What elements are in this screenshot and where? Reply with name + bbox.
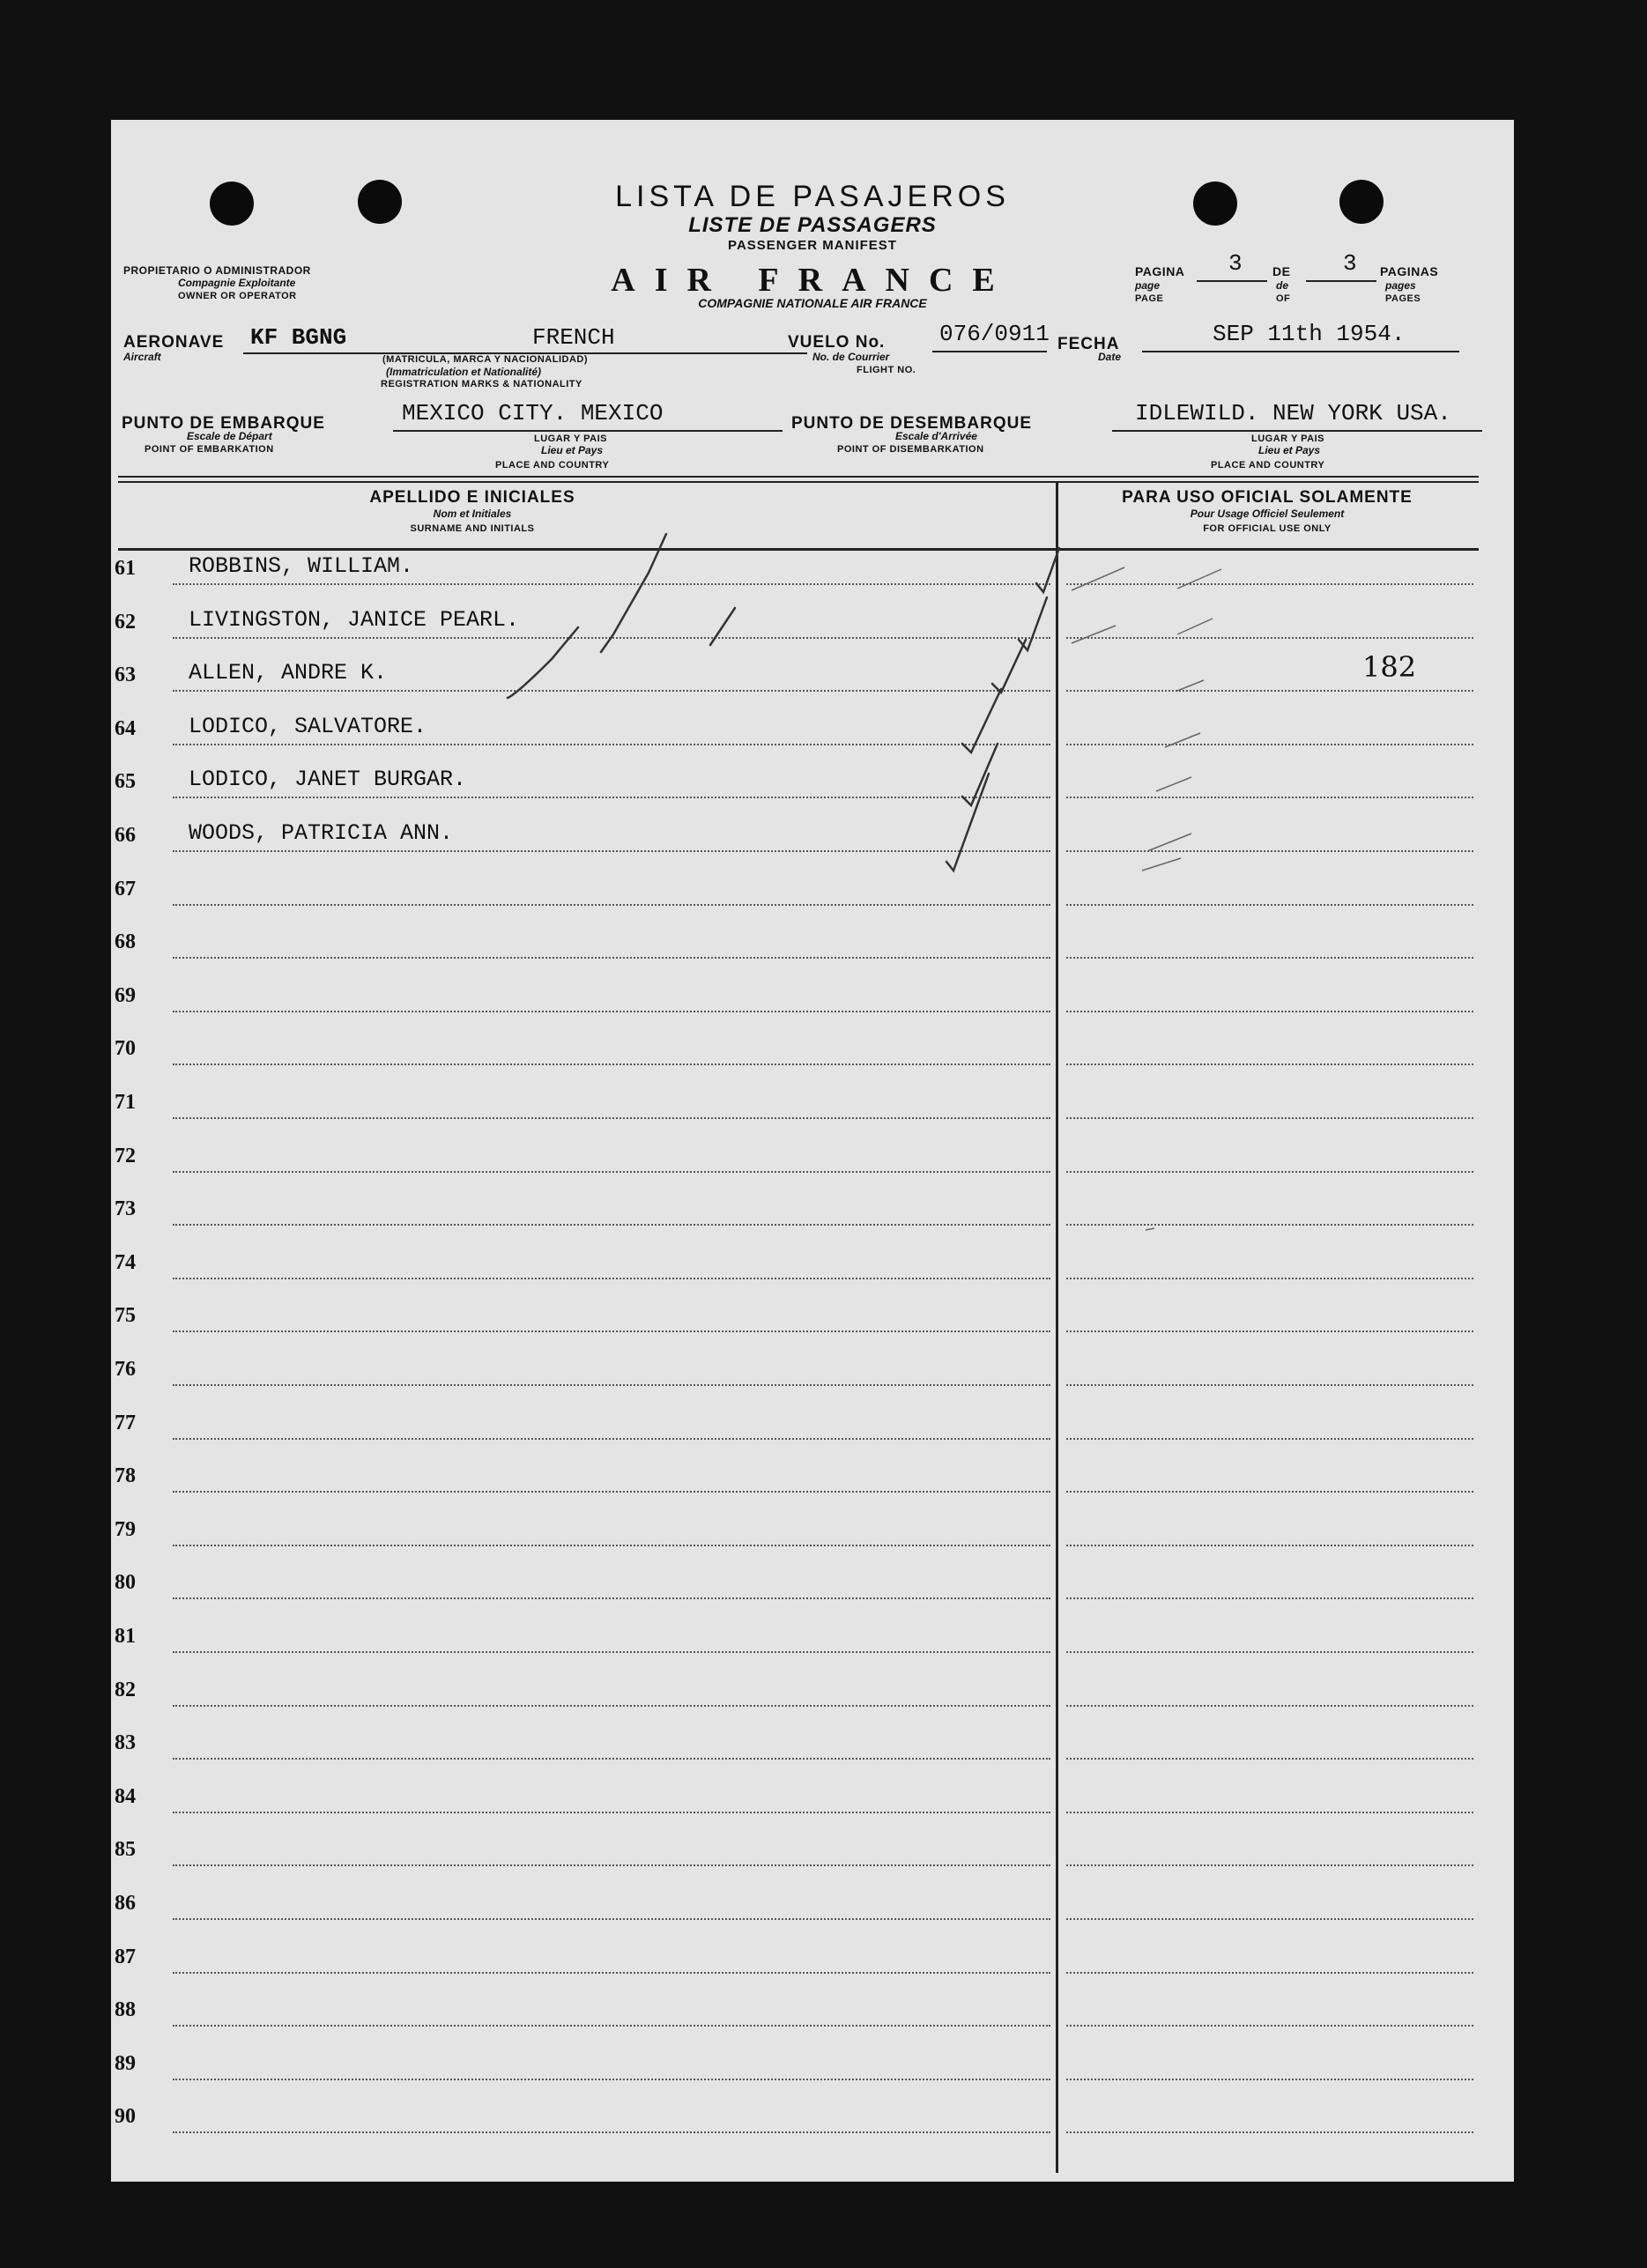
name-column-header-es: APELLIDO E INICIALES bbox=[369, 488, 575, 507]
registration-note-fr: (Immatriculation et Nationalité) bbox=[386, 366, 542, 378]
owner-label-es: PROPIETARIO O ADMINISTRADOR bbox=[123, 264, 311, 277]
row-number: 72 bbox=[115, 1145, 136, 1167]
row-number: 84 bbox=[115, 1785, 136, 1808]
row-number: 86 bbox=[115, 1892, 136, 1915]
row-number: 90 bbox=[115, 2105, 136, 2128]
airline-name: AIR FRANCE bbox=[611, 262, 1014, 299]
page-label-fr: page bbox=[1135, 279, 1161, 292]
embark-label-en: POINT OF EMBARKATION bbox=[145, 444, 274, 455]
row-number: 73 bbox=[115, 1197, 136, 1220]
row-number: 77 bbox=[115, 1412, 136, 1434]
row-number: 83 bbox=[115, 1731, 136, 1754]
name-column-header-fr: Nom et Initiales bbox=[433, 508, 512, 520]
of-label-en: OF bbox=[1276, 293, 1291, 304]
row-number: 74 bbox=[115, 1251, 136, 1274]
disembark-place-note-en: PLACE AND COUNTRY bbox=[1211, 460, 1325, 471]
row-number: 68 bbox=[115, 930, 136, 953]
disembark-place-note-es: LUGAR Y PAIS bbox=[1251, 434, 1325, 444]
row-number: 70 bbox=[115, 1037, 136, 1060]
title-fr: LISTE DE PASSAGERS bbox=[688, 213, 937, 237]
pages-label-es: PAGINAS bbox=[1380, 264, 1439, 278]
passenger-name: LODICO, SALVATORE. bbox=[189, 714, 427, 739]
row-number: 76 bbox=[115, 1358, 136, 1381]
registration-note-en: REGISTRATION MARKS & NATIONALITY bbox=[381, 379, 582, 389]
handwritten-count: 182 bbox=[1362, 650, 1417, 684]
row-number: 62 bbox=[115, 611, 136, 634]
title-en: PASSENGER MANIFEST bbox=[728, 238, 897, 253]
row-number: 78 bbox=[115, 1464, 136, 1487]
row-number: 63 bbox=[115, 663, 136, 686]
flight-label-en: FLIGHT NO. bbox=[857, 365, 916, 375]
passenger-name: LODICO, JANET BURGAR. bbox=[189, 767, 467, 792]
pages-label-fr: pages bbox=[1385, 279, 1416, 292]
official-column-header-fr: Pour Usage Officiel Seulement bbox=[1190, 508, 1345, 520]
owner-label-fr: Compagnie Exploitante bbox=[178, 277, 296, 289]
row-number: 61 bbox=[115, 557, 136, 580]
manifest-page bbox=[111, 120, 1514, 2182]
embark-place-note-es: LUGAR Y PAIS bbox=[534, 434, 608, 444]
page-number: 3 bbox=[1228, 250, 1243, 277]
date-label-fr: Date bbox=[1098, 351, 1122, 363]
row-number: 69 bbox=[115, 984, 136, 1007]
page-label-en: PAGE bbox=[1135, 293, 1164, 304]
embark-place-note-en: PLACE AND COUNTRY bbox=[495, 460, 610, 471]
row-number: 85 bbox=[115, 1838, 136, 1861]
official-column-header-en: FOR OFFICIAL USE ONLY bbox=[1203, 523, 1332, 534]
row-number: 89 bbox=[115, 2052, 136, 2075]
disembark-label-es: PUNTO DE DESEMBARQUE bbox=[791, 414, 1033, 433]
title-es: LISTA DE PASAJEROS bbox=[615, 180, 1010, 213]
row-number: 82 bbox=[115, 1679, 136, 1701]
of-label-es: DE bbox=[1272, 264, 1291, 278]
flight-label-fr: No. de Courrier bbox=[812, 351, 890, 363]
embark-place: MEXICO CITY. MEXICO bbox=[402, 400, 664, 426]
row-number: 65 bbox=[115, 770, 136, 793]
name-column-header-en: SURNAME AND INITIALS bbox=[410, 523, 535, 534]
row-number: 66 bbox=[115, 824, 136, 847]
row-number: 71 bbox=[115, 1091, 136, 1114]
passenger-name: ALLEN, ANDRE K. bbox=[189, 660, 388, 686]
pages-label-en: PAGES bbox=[1385, 293, 1421, 304]
aircraft-registration: KF BGNG bbox=[250, 324, 347, 351]
embark-label-es: PUNTO DE EMBARQUE bbox=[122, 414, 325, 433]
aircraft-label-es: AERONAVE bbox=[123, 333, 225, 352]
passenger-name: ROBBINS, WILLIAM. bbox=[189, 553, 414, 579]
airline-subtitle: COMPAGNIE NATIONALE AIR FRANCE bbox=[698, 296, 927, 310]
passenger-name: LIVINGSTON, JANICE PEARL. bbox=[189, 607, 520, 633]
row-number: 81 bbox=[115, 1625, 136, 1648]
disembark-place-note-fr: Lieu et Pays bbox=[1258, 444, 1321, 456]
aircraft-nationality: FRENCH bbox=[532, 324, 615, 351]
disembark-label-fr: Escale d'Arrivée bbox=[895, 430, 977, 442]
row-number: 88 bbox=[115, 1998, 136, 2021]
aircraft-label-fr: Aircraft bbox=[123, 351, 161, 363]
row-number: 87 bbox=[115, 1946, 136, 1968]
registration-note-es: (MATRICULA, MARCA Y NACIONALIDAD) bbox=[382, 354, 589, 365]
page-label-es: PAGINA bbox=[1135, 264, 1185, 278]
row-number: 80 bbox=[115, 1571, 136, 1594]
disembark-place: IDLEWILD. NEW YORK USA. bbox=[1135, 400, 1451, 426]
of-label-fr: de bbox=[1276, 279, 1289, 292]
embark-label-fr: Escale de Départ bbox=[187, 430, 272, 442]
passenger-name: WOODS, PATRICIA ANN. bbox=[189, 820, 454, 846]
flight-label-es: VUELO No. bbox=[788, 333, 886, 352]
flight-number: 076/0911 bbox=[939, 321, 1050, 347]
check-marks bbox=[111, 120, 1514, 2182]
disembark-label-en: POINT OF DISEMBARKATION bbox=[837, 444, 984, 455]
row-number: 67 bbox=[115, 878, 136, 901]
flight-date: SEP 11th 1954. bbox=[1213, 321, 1406, 347]
row-number: 79 bbox=[115, 1518, 136, 1541]
row-number: 75 bbox=[115, 1304, 136, 1327]
page-total: 3 bbox=[1343, 250, 1357, 277]
official-column-header-es: PARA USO OFICIAL SOLAMENTE bbox=[1122, 488, 1413, 507]
date-label-es: FECHA bbox=[1057, 335, 1120, 353]
owner-label-en: OWNER OR OPERATOR bbox=[178, 291, 297, 301]
embark-place-note-fr: Lieu et Pays bbox=[541, 444, 604, 456]
row-number: 64 bbox=[115, 717, 136, 740]
